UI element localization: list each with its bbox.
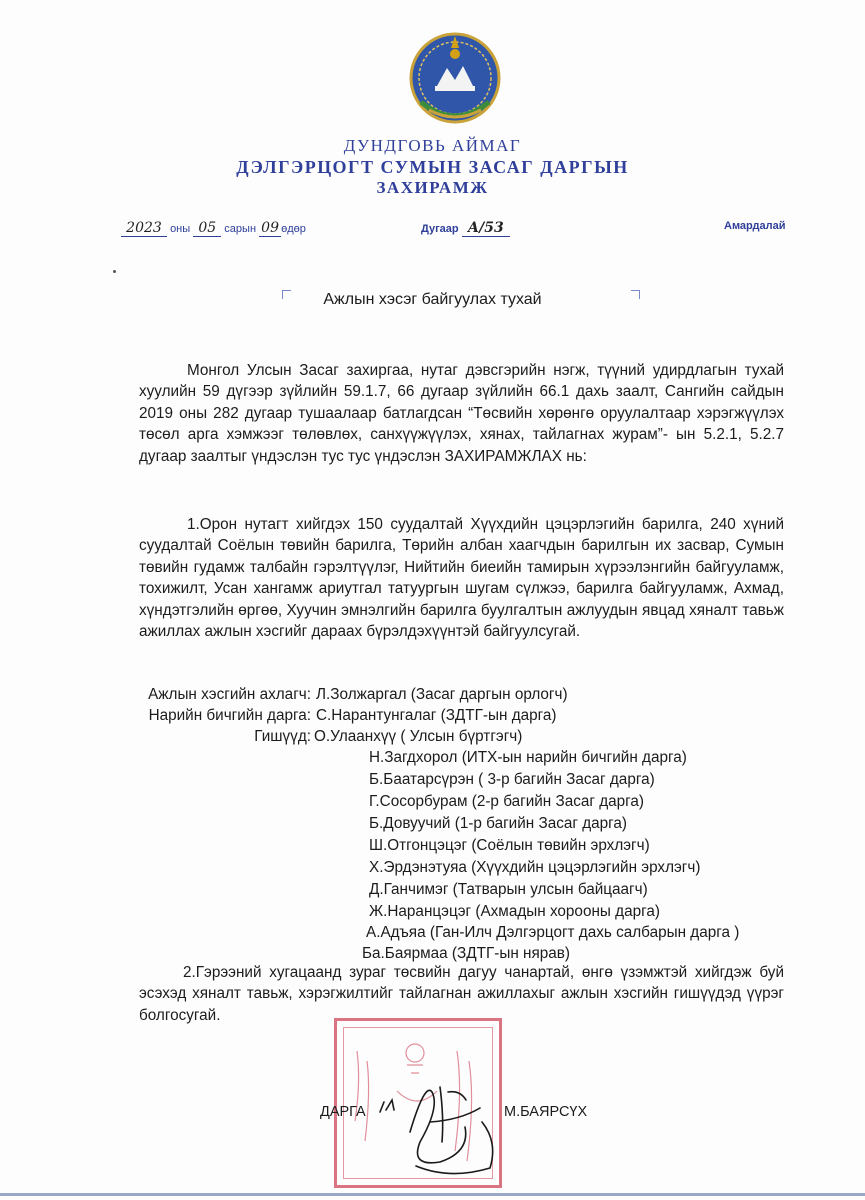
clause-2-paragraph: 2.Гэрээний хугацаанд зураг төсвийн дагуу чанартай, өнгө үзэмжтэй хийгдэж буй эсэхэд хяналт тавьж, хэрэгжилтийг тайлагнан ажиллахыг ажлын хэсгийн гишүүдэд үүрэг болгосугай. xyxy=(139,964,784,1024)
handwritten-signature-icon xyxy=(370,1072,520,1182)
member-item: Х.Эрдэнэтуяа (Хүүхдийн цэцэрлэгийн эрхлэгч) xyxy=(369,859,701,876)
secretary-role: Нарийн бичгийн дарга: xyxy=(148,707,311,724)
member-item: Н.Загдхорол (ИТХ-ын нарийн бичгийн дарга) xyxy=(369,749,687,766)
date-year-suffix: оны xyxy=(170,223,191,235)
secretary-member: С.Нарантунгалаг (ЗДТГ-ын дарга) xyxy=(316,707,557,724)
subject-title: Ажлын хэсэг байгуулах тухай xyxy=(323,291,542,308)
date-year: 2023 xyxy=(121,220,167,237)
member-item: Ж.Наранцэцэг (Ахмадын хорооны дарга) xyxy=(369,903,660,920)
member-item: Ба.Баярмаа (ЗДТГ-ын нярав) xyxy=(362,945,570,962)
header-aimag: ДУНДГОВЬ АЙМАГ xyxy=(343,136,522,155)
number-label: Дугаар xyxy=(421,223,459,235)
signatory-name: М.БАЯРСҮХ xyxy=(504,1104,588,1120)
number-line xyxy=(421,220,510,237)
member-item: Ш.Отгонцэцэг (Соёлын төвийн эрхлэгч) xyxy=(369,837,650,854)
signatory-title: ДАРГА xyxy=(320,1104,366,1120)
member-item: О.Улаанхүү ( Улсын бүртгэгч) xyxy=(314,728,523,745)
scan-speck xyxy=(113,270,116,273)
preamble-paragraph: Монгол Улсын Засаг захиргаа, нутаг дэвсгэрийн нэгж, түүний удирдлагын тухай хуулийн 59 дүгээр зүйлийн 59.1.7, 66 дугаар зүйлийн 66.1 дахь заалт, Сангийн сайдын 2019 оны 282 дугаар тушаалаар батлагдсан “Төсвийн хөрөнгө оруулалтаар хэрэгжүүлэх төсөл арга хэмжээг төлөвлөх, санхүүжүүлэх, хянах, тайлагнах журам”- ын 5.2.1, 5.2.7 дугаар заалтыг үндэслэн тус тус үндэслэн ЗАХИРАМЖЛАХ нь: xyxy=(139,362,784,465)
decree-number: А/53 xyxy=(462,220,510,237)
date-day-suffix: өдөр xyxy=(281,223,306,235)
head-member: Л.Золжаргал (Засаг даргын орлогч) xyxy=(316,686,568,703)
member-item: Г.Сосорбурам (2-р багийн Засаг дарга) xyxy=(369,793,644,810)
scan-bottom-edge xyxy=(0,1193,865,1196)
header-governor: ДЭЛГЭРЦОГТ СУМЫН ЗАСАГ ДАРГЫН xyxy=(236,157,629,177)
date-day: 09 xyxy=(259,220,281,237)
member-item: Б.Баатарсүрэн ( 3-р багийн Засаг дарга) xyxy=(369,771,655,788)
clause-1-paragraph: 1.Орон нутагт хийгдэх 150 суудалтай Хүүхдийн цэцэрлэгийн барилга, 240 хүний суудалтай Соёлын төвийн барилга, Төрийн албан хаагчдын барилгын их засвар, Сумын төвийн гудамж талбайн гэрэлтүүлэг, Нийтийн биеийн тамирын хүрээлэнгийн байгууламж, тохижилт, Усан хангамж ариутгал татуургын шугам сүлжээ, барилга байгууламж, Ахмад, хүндэтгэлийн өргөө, Хуучин эмнэлгийн барилга буулгалтын ажлуудын явцад хяналт тавьж ажиллах ажлын хэсгийг дараах бүрэлдэхүүнтэй байгуулсугай. xyxy=(139,516,784,641)
member-item: Д.Ганчимэг (Татварын улсын байцаагч) xyxy=(369,881,648,898)
members-role: Гишүүд: xyxy=(254,728,311,745)
member-item: А.Адъяа (Ган-Илч Дэлгэрцогт дахь салбарын дарга ) xyxy=(366,924,740,941)
state-emblem-icon xyxy=(407,28,503,134)
member-item: Б.Довуучий (1-р багийн Засаг дарга) xyxy=(369,815,627,832)
date-month-suffix: сарын xyxy=(224,223,257,235)
header-decree-title: ЗАХИРАМЖ xyxy=(376,178,489,197)
head-role: Ажлын хэсгийн ахлагч: xyxy=(148,686,311,703)
date-line xyxy=(121,220,306,237)
place-name: Амардалай xyxy=(724,220,786,232)
date-month: 05 xyxy=(193,220,221,237)
